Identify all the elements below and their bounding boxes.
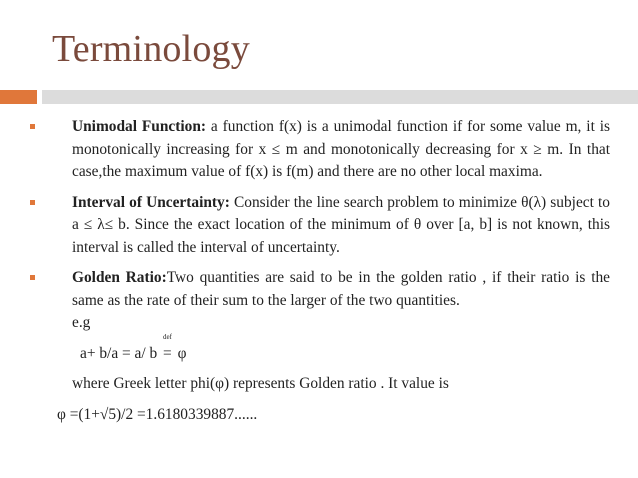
term-label: Golden Ratio: [72, 269, 167, 286]
term-description: Consider the line search problem to minimize θ(λ) subject to a ≤ λ≤ b. Since the exact location of the minimum of θ over [a, b] is not known, this interval is called the interval of uncertainty. [72, 193, 610, 256]
definition-superscript: def [163, 332, 172, 341]
bullet-icon [30, 275, 35, 280]
term-label: Unimodal Function: [72, 118, 207, 135]
title-rule-accent [0, 90, 37, 104]
golden-ratio-equation [30, 332, 610, 366]
definition-symbol [163, 332, 172, 366]
equation-left: a+ b/a = a/ b [80, 344, 162, 362]
term-label: Interval of Uncertainty: [72, 193, 230, 211]
example-label: e.g [72, 314, 91, 331]
definition-equals: = [163, 344, 172, 362]
phi-explanation: where Greek letter phi(φ) represents Golden ratio . It value is [72, 375, 449, 392]
slide-content [30, 116, 610, 426]
bullet-item-golden-ratio [30, 267, 610, 335]
title-rule [42, 90, 638, 104]
bullet-item-interval [30, 192, 610, 260]
equation-right: φ [173, 344, 187, 362]
term-description: Two quantities are said to be in the golden ratio , if their ratio is the same as the rate of their sum to the larger of the two quantities. [72, 269, 610, 309]
bullet-icon [30, 124, 35, 129]
bullet-icon [30, 200, 35, 205]
slide-title: Terminology [52, 28, 250, 70]
term-description: a function f(x) is a unimodal function if for some value m, it is monotonically increasing for x ≤ m and monotonically decreasing for x ≥ m. In that case,the maximum value of f(x) is f(m) and there are no other local maxima. [72, 118, 610, 180]
phi-value-equation: φ =(1+√5)/2 =1.6180339887...... [57, 405, 258, 423]
bullet-item-unimodal [30, 116, 610, 184]
